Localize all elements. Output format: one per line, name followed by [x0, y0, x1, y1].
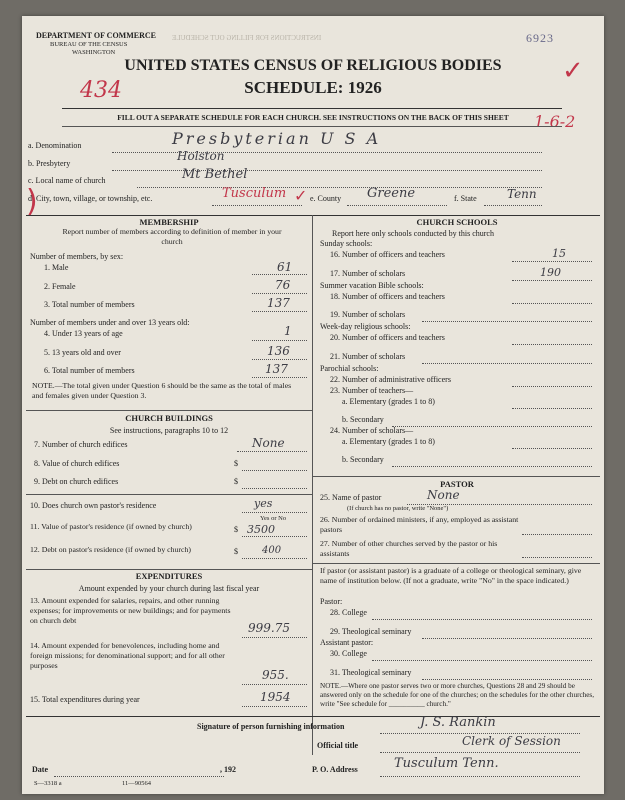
q15-value[interactable]: 1954: [260, 690, 291, 704]
members-by-age-label: Number of members under and over 13 years old:: [30, 318, 190, 327]
buildings-heading: CHURCH BUILDINGS: [125, 413, 213, 423]
q2-label: 2. Female: [44, 282, 76, 291]
membership-intro: Report number of members according to definition of member in your church: [62, 227, 282, 246]
denomination-label: a. Denomination: [28, 141, 82, 150]
q2-value[interactable]: 76: [275, 278, 291, 292]
q7-value[interactable]: None: [252, 436, 285, 450]
q27-label: 27. Number of other churches served by the pastor or his assistants: [320, 539, 498, 558]
q21-label: 21. Number of scholars: [330, 352, 406, 361]
q3-value[interactable]: 137: [267, 296, 290, 310]
signature-label: Signature of person furnishing information: [197, 722, 345, 731]
vacation-schools-label: Summer vacation Bible schools:: [320, 281, 424, 290]
department-label: DEPARTMENT OF COMMERCE: [36, 31, 157, 40]
q10-value[interactable]: yes: [254, 497, 273, 510]
q28-label: 28. College: [330, 608, 367, 617]
q17-value[interactable]: 190: [540, 266, 561, 279]
graduate-note: If pastor (or assistant pastor) is a graduate of a college or theological seminary, give name of institution below. (If not a graduate, write "No" in the space indicated.): [320, 566, 582, 585]
q14-label: 14. Amount expended for benevolences, including home and foreign missions; for denominational support; and for all other purposes: [30, 641, 225, 670]
po-address-value[interactable]: Tusculum Tenn.: [394, 756, 499, 771]
census-form-sheet: [22, 16, 604, 794]
q6-label: 6. Total number of members: [44, 366, 135, 375]
signature-value[interactable]: J. S. Rankin: [420, 715, 496, 730]
city-town-value[interactable]: Tusculum: [222, 186, 287, 201]
q1-label: 1. Male: [44, 263, 69, 272]
q30-label: 30. College: [330, 649, 367, 658]
q25-label: 25. Name of pastor: [320, 493, 382, 502]
q17-label: 17. Number of scholars: [330, 269, 406, 278]
po-address-label: P. O. Address: [312, 765, 358, 774]
q9-label: 9. Debt on church edifices: [34, 477, 119, 486]
presbytery-value[interactable]: Holston: [177, 149, 225, 163]
sunday-schools-label: Sunday schools:: [320, 239, 373, 248]
red-tick: ✓: [294, 188, 308, 205]
q11-label: 11. Value of pastor's residence (if owned by church): [30, 522, 192, 531]
official-title-label: Official title: [317, 741, 359, 750]
q12-dollar: $: [234, 547, 238, 556]
q18-label: 18. Number of officers and teachers: [330, 292, 445, 301]
buildings-sub: See instructions, paragraphs 10 to 12: [109, 426, 229, 435]
asst-pastor-label: Assistant pastor:: [320, 638, 374, 647]
q4-value[interactable]: 1: [284, 324, 292, 338]
red-check-mark: ✓: [562, 56, 584, 85]
weekday-schools-label: Week-day religious schools:: [320, 322, 411, 331]
presbytery-label: b. Presbytery: [28, 159, 71, 168]
q23a-label: a. Elementary (grades 1 to 8): [342, 397, 435, 406]
bureau-label: BUREAU OF THE CENSUS: [50, 41, 128, 48]
pastor-heading: PASTOR: [440, 479, 474, 489]
q12-label: 12. Debt on pastor's residence (if owned by church): [30, 545, 191, 554]
q26-label: 26. Number of ordained ministers, if any, employed as assistant pastors: [320, 515, 519, 534]
form-subtitle: SCHEDULE: 1926: [244, 78, 382, 97]
city-town-label: d. City, town, village, or township, etc.: [28, 194, 153, 203]
q10-label: 10. Does church own pastor's residence: [30, 501, 157, 510]
q11-value[interactable]: 3500: [247, 523, 275, 536]
q24b-label: b. Secondary: [342, 455, 384, 464]
q3-label: 3. Total number of members: [44, 300, 135, 309]
form-number: S—3318 a: [34, 780, 62, 787]
county-label: e. County: [310, 194, 342, 203]
yes-no-hint: Yes or No: [260, 515, 287, 522]
q9-dollar: $: [234, 477, 238, 486]
church-name-label: c. Local name of church: [28, 176, 106, 185]
date-label: Date: [32, 765, 48, 774]
q4-label: 4. Under 13 years of age: [44, 329, 123, 338]
q8-dollar: $: [234, 459, 238, 468]
q29-label: 29. Theological seminary: [330, 627, 412, 636]
denomination-value[interactable]: Presbyterian U S A: [172, 129, 382, 148]
q7-label: 7. Number of church edifices: [34, 440, 128, 449]
q19-label: 19. Number of scholars: [330, 310, 406, 319]
q11-dollar: $: [234, 525, 238, 534]
q24a-label: a. Elementary (grades 1 to 8): [342, 437, 435, 446]
membership-heading: MEMBERSHIP: [139, 217, 199, 227]
q12-value[interactable]: 400: [262, 545, 282, 556]
q31-label: 31. Theological seminary: [330, 668, 412, 677]
q22-label: 22. Number of administrative officers: [330, 375, 451, 384]
form-title: UNITED STATES CENSUS OF RELIGIOUS BODIES: [124, 57, 502, 74]
q6-value[interactable]: 137: [265, 362, 288, 376]
q16-value[interactable]: 15: [552, 247, 566, 260]
q23b-label: b. Secondary: [342, 415, 384, 424]
q1-value[interactable]: 61: [277, 260, 293, 274]
schools-intro: Report here only schools conducted by this church: [332, 229, 494, 238]
expenditures-heading: EXPENDITURES: [135, 571, 203, 581]
red-file-number: 434: [80, 78, 122, 103]
state-label: f. State: [454, 194, 477, 203]
county-value[interactable]: Greene: [367, 186, 416, 201]
q14-value[interactable]: 955.: [262, 668, 289, 682]
q5-value[interactable]: 136: [267, 344, 290, 358]
q8-label: 8. Value of church edifices: [34, 459, 120, 468]
print-number: 11—90564: [122, 780, 152, 787]
q25-note: (If church has no pastor, write "None"): [347, 505, 449, 512]
bleed-through-text: INSTRUCTIONS FOR FILLING OUT SCHEDULE: [172, 34, 322, 42]
official-title-value[interactable]: Clerk of Session: [462, 734, 561, 748]
q13-label: 13. Amount expended for salaries, repairs, and other running expenses; for improvements or new buildings; and for payments on church debt: [30, 596, 231, 625]
parochial-schools-label: Parochial schools:: [320, 364, 379, 373]
schools-heading: CHURCH SCHOOLS: [416, 217, 498, 227]
church-name-value[interactable]: Mt Bethel: [182, 167, 248, 182]
pastor-note: NOTE.—Where one pastor serves two or more churches, Questions 28 and 29 should be answered only on the schedule for one of the churches; on the schedules for the other churches, write "See schedule for __________ church.": [320, 682, 595, 708]
stamp-number: 6923: [526, 31, 554, 45]
q24-label: 24. Number of scholars—: [330, 426, 414, 435]
membership-note: NOTE.—The total given under Question 6 should be the same as the total of males and females given under Question 3.: [32, 381, 292, 400]
q23-label: 23. Number of teachers—: [330, 386, 414, 395]
city-label: WASHINGTON: [72, 49, 116, 56]
red-code: 1-6-2: [534, 112, 576, 131]
q25-value[interactable]: None: [427, 488, 460, 502]
date-year: , 192: [220, 765, 236, 774]
q5-label: 5. 13 years old and over: [44, 348, 121, 357]
q13-value[interactable]: 999.75: [248, 621, 290, 635]
red-mark-left: ): [26, 184, 38, 219]
members-by-sex-label: Number of members, by sex:: [30, 252, 124, 261]
q20-label: 20. Number of officers and teachers: [330, 333, 445, 342]
expenditures-sub: Amount expended by your church during last fiscal year: [78, 584, 260, 593]
form-instruction: FILL OUT A SEPARATE SCHEDULE FOR EACH CHURCH. SEE INSTRUCTIONS ON THE BACK OF THIS SHEET: [117, 113, 509, 122]
q16-label: 16. Number of officers and teachers: [330, 250, 445, 259]
state-value[interactable]: Tenn: [507, 187, 537, 201]
q15-label: 15. Total expenditures during year: [30, 695, 140, 704]
pastor-sub-label: Pastor:: [320, 597, 343, 606]
